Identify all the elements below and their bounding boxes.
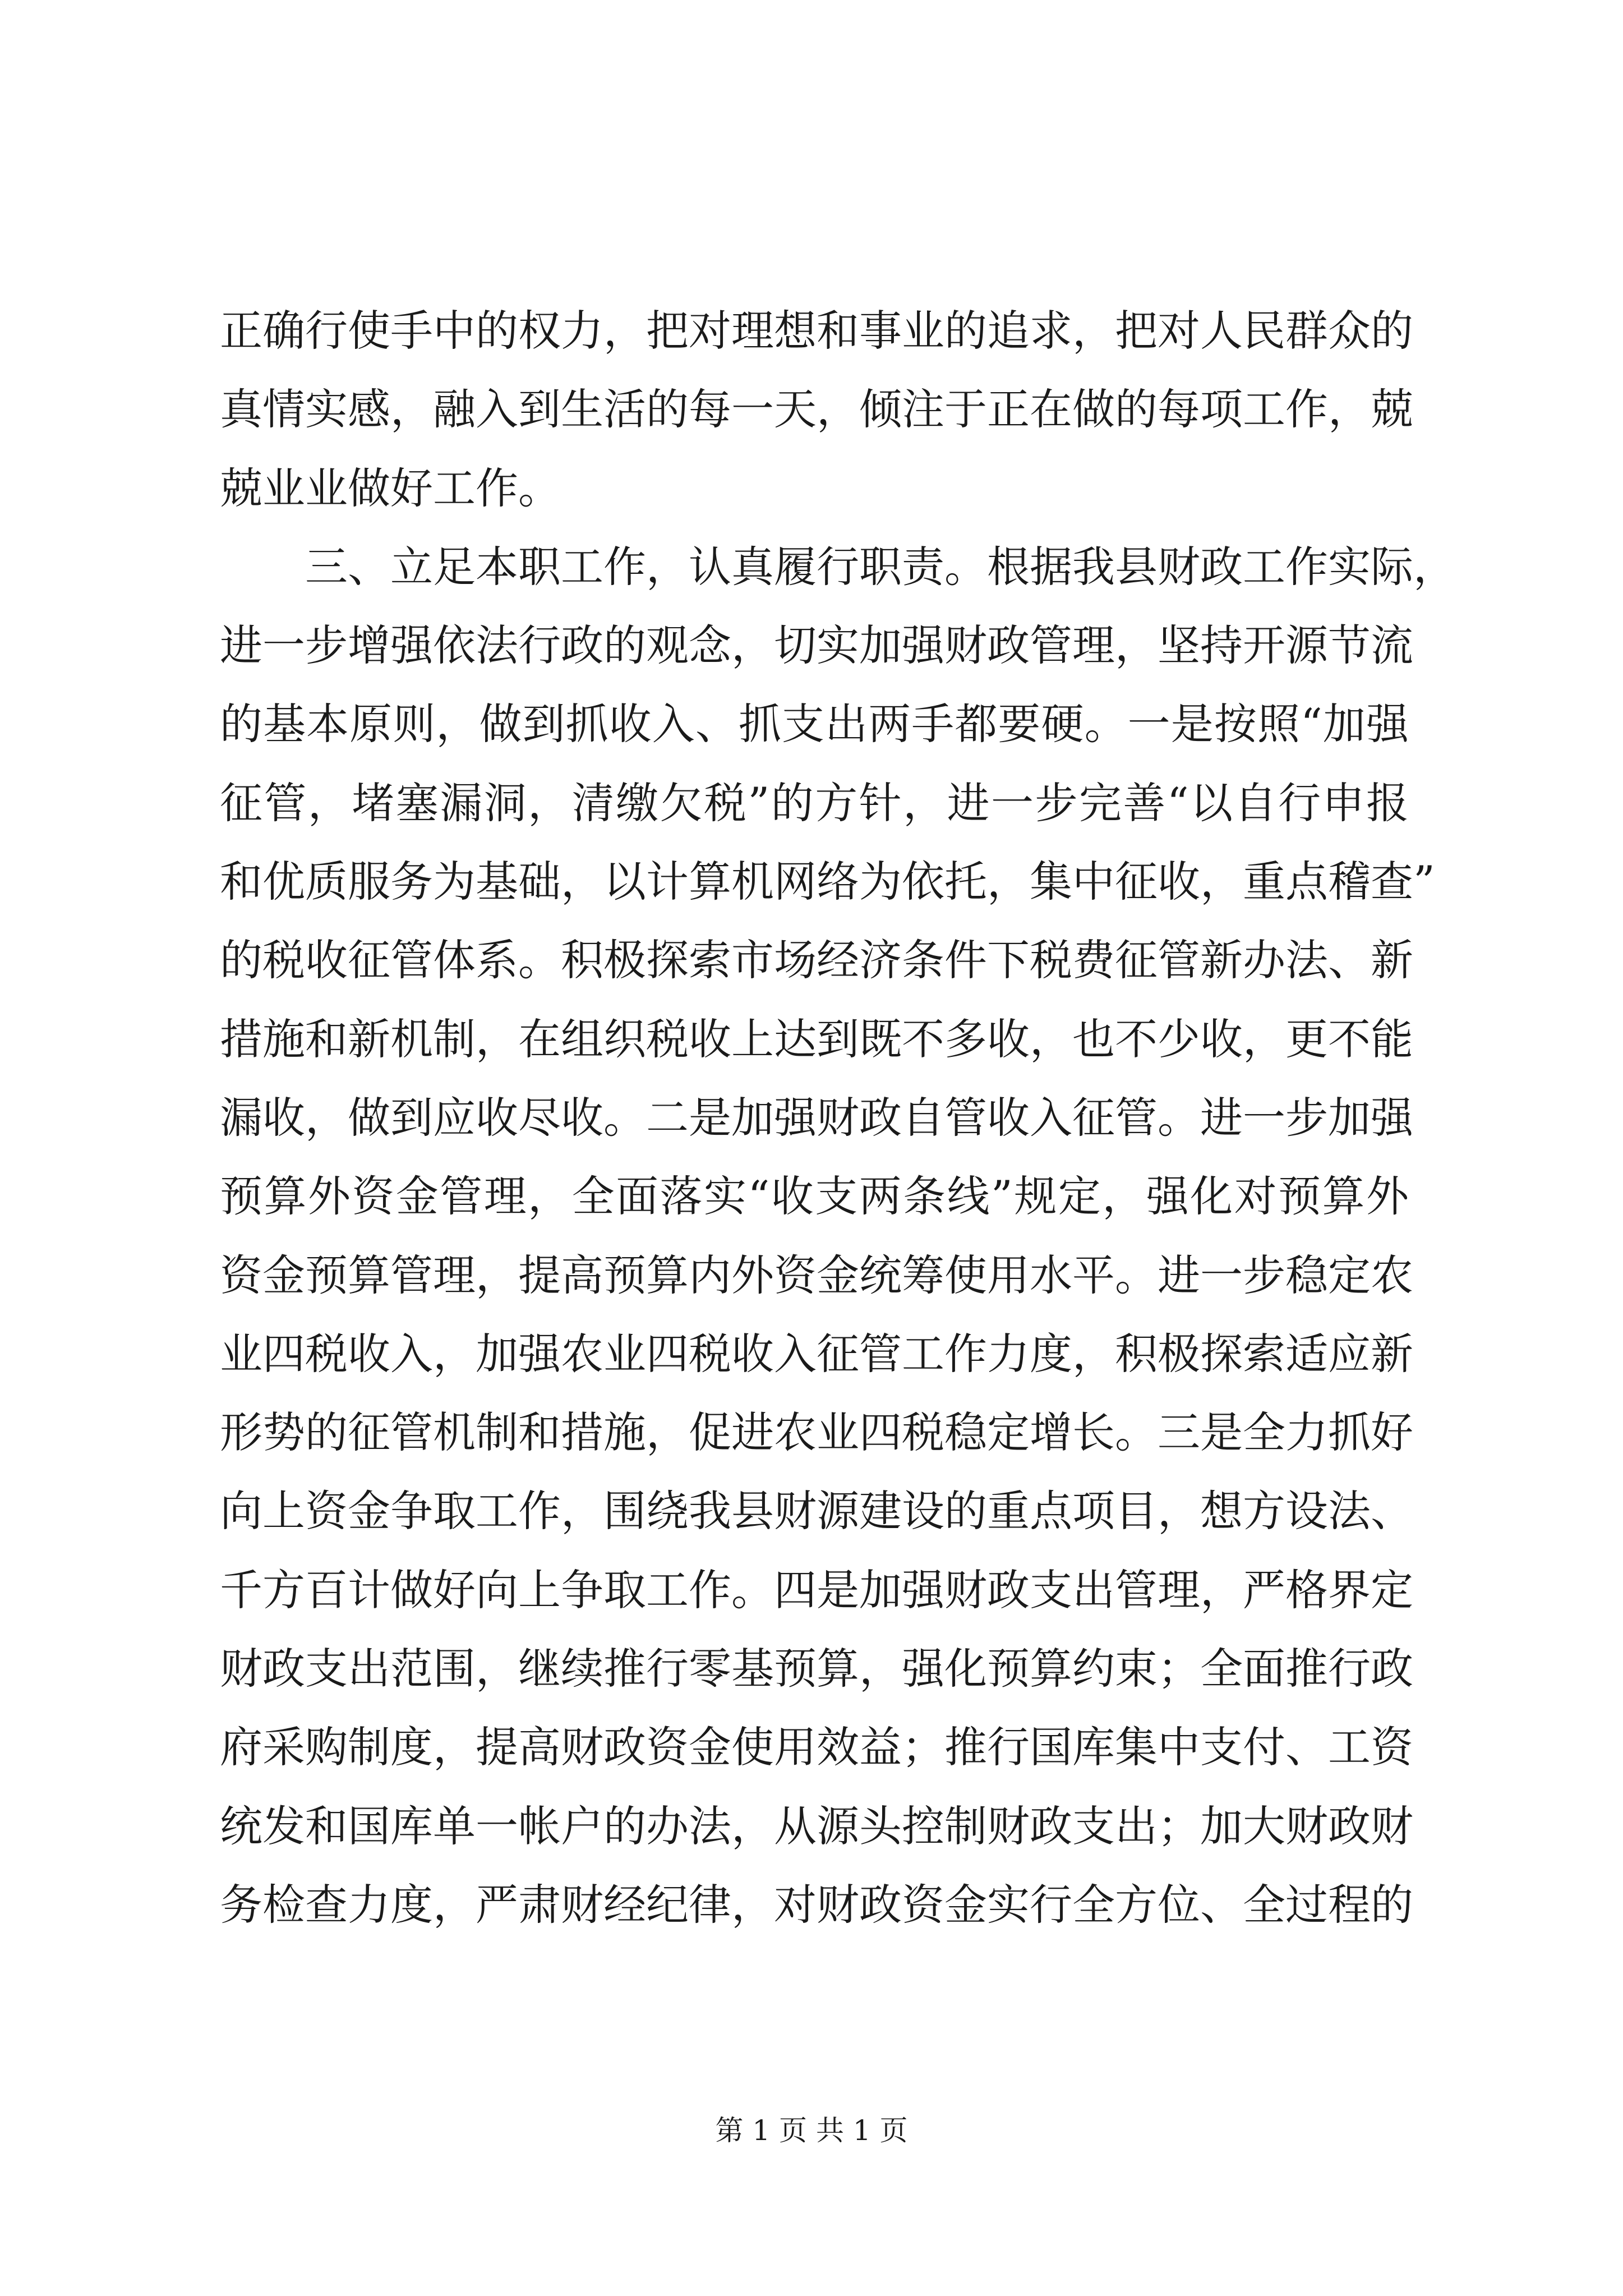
- text-line: 资金预算管理，提高预算内外资金统筹使用水平。进一步稳定农: [220, 1250, 1413, 1300]
- text-line: 措施和新机制，在组织税收上达到既不多收，也不少收，更不能: [220, 1014, 1413, 1064]
- text-line: 业四税收入，加强农业四税收入征管工作力度，积极探索适应新: [220, 1328, 1413, 1379]
- text-line: 统发和国库单一帐户的办法，从源头控制财政支出；加大财政财: [220, 1801, 1413, 1851]
- page-number-label: 第 1 页 共 1 页: [715, 2114, 908, 2147]
- text-line: 千方百计做好向上争取工作。四是加强财政支出管理，严格界定: [220, 1565, 1413, 1615]
- text-line: 向上资金争取工作，围绕我县财源建设的重点项目，想方设法、: [220, 1486, 1413, 1536]
- text-line: 的基本原则，做到抓收入、抓支出两手都要硬。一是按照“加强: [220, 699, 1409, 749]
- text-line: 征管，堵塞漏洞，清缴欠税”的方针，进一步完善“以自行申报: [220, 777, 1409, 828]
- text-line: 正确行使手中的权力，把对理想和事业的追求，把对人民群众的: [220, 306, 1413, 356]
- text-line: 兢业业做好工作。: [220, 463, 561, 513]
- body-text: [220, 292, 1456, 1944]
- paragraph-three: [220, 528, 1456, 1944]
- text-line: 形势的征管机制和措施，促进农业四税稳定增长。三是全力抓好: [220, 1407, 1413, 1458]
- text-line: 和优质服务为基础，以计算机网络为依托，集中征收，重点稽查”: [220, 857, 1435, 907]
- text-line: 真情实感，融入到生活的每一天，倾注于正在做的每项工作，兢: [220, 384, 1413, 435]
- text-line: 府采购制度，提高财政资金使用效益；推行国库集中支付、工资: [220, 1722, 1413, 1773]
- text-line: 财政支出范围，继续推行零基预算，强化预算约束；全面推行政: [220, 1644, 1413, 1694]
- text-line: 务检查力度，严肃财经纪律，对财政资金实行全方位、全过程的: [220, 1879, 1413, 1930]
- text-line: 三、立足本职工作，认真履行职责。根据我县财政工作实际，: [305, 541, 1456, 592]
- paragraph-continuation: [220, 292, 1413, 528]
- text-line: 漏收，做到应收尽收。二是加强财政自管收入征管。进一步加强: [220, 1092, 1413, 1143]
- text-line: 预算外资金管理，全面落实“收支两条线”规定，强化对预算外: [220, 1171, 1409, 1222]
- text-line: 的税收征管体系。积极探索市场经济条件下税费征管新办法、新: [220, 935, 1413, 986]
- page-footer: [0, 2108, 1623, 2148]
- text-line: 进一步增强依法行政的观念，切实加强财政管理，坚持开源节流: [220, 620, 1413, 671]
